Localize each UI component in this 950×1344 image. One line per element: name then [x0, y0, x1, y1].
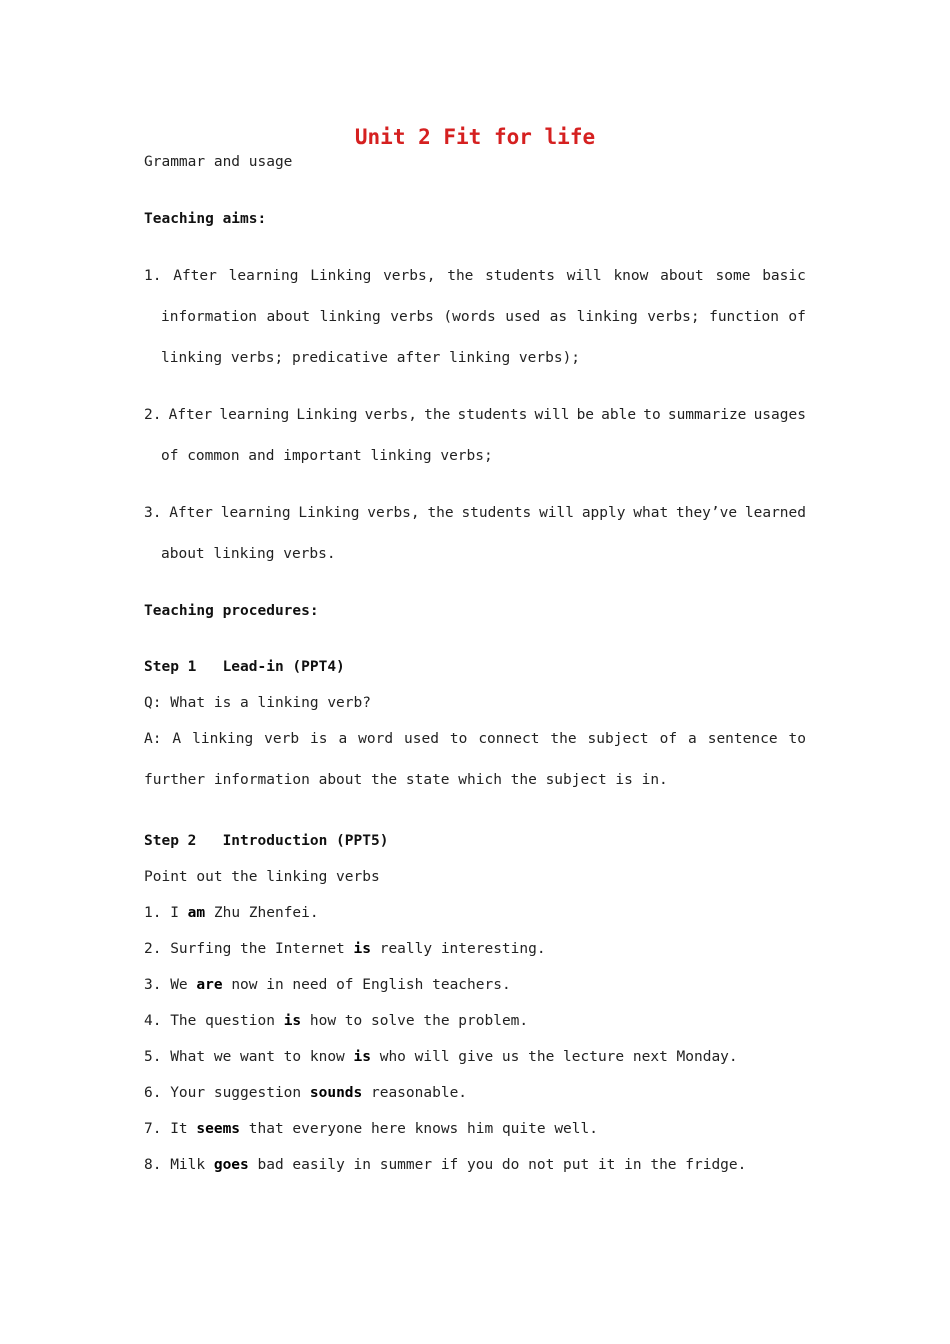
word: learned — [744, 505, 806, 521]
example-sentence — [144, 1119, 598, 1139]
aim-1-line-1 — [144, 266, 806, 286]
step-1-question: Q: What is a linking verb? — [144, 695, 371, 711]
word: the — [427, 505, 454, 521]
word: know — [613, 268, 649, 284]
word: used — [404, 731, 439, 747]
sentence-text: 1. I — [144, 905, 188, 921]
word: After — [168, 407, 213, 423]
word: Linking — [298, 505, 360, 521]
word: Linking — [296, 407, 358, 423]
word: as — [549, 309, 568, 325]
word: to — [788, 731, 806, 747]
step-2-intro: Point out the linking verbs — [144, 869, 380, 885]
example-sentence — [144, 1047, 738, 1067]
sentence-text: now in need of English teachers. — [222, 977, 511, 993]
sentence-text: how to solve the problem. — [301, 1013, 529, 1029]
example-sentence — [144, 975, 511, 995]
linking-verb: is — [283, 1013, 302, 1029]
word: Linking — [310, 268, 372, 284]
sentence-text: 3. We — [144, 977, 197, 993]
sentence-text: 4. The question — [144, 1013, 284, 1029]
word: verb — [264, 731, 300, 747]
word: to — [643, 407, 661, 423]
word: learning — [228, 268, 299, 284]
example-sentence — [144, 1011, 528, 1031]
word: the — [424, 407, 451, 423]
word: of — [659, 731, 678, 747]
step-2-heading: Step 2 Introduction (PPT5) — [144, 833, 389, 849]
word: linking — [319, 309, 381, 325]
word: information — [161, 309, 258, 325]
word: the — [447, 268, 474, 284]
linking-verb: is — [353, 1049, 371, 1065]
linking-verb: goes — [213, 1157, 249, 1173]
word: linking — [192, 731, 254, 747]
aim-3-line-2: about linking verbs. — [161, 546, 336, 562]
aim-2-line-1 — [144, 405, 806, 425]
linking-verb: is — [353, 941, 371, 957]
word: basic — [762, 268, 806, 284]
word: students — [457, 407, 528, 423]
word: a — [338, 731, 348, 747]
word: summarize — [667, 407, 747, 423]
word: learning — [220, 505, 291, 521]
word: used — [505, 309, 541, 325]
example-sentence — [144, 939, 546, 959]
linking-verb: seems — [196, 1121, 241, 1137]
word: will — [539, 505, 575, 521]
step-1-answer-line-2: further information about the state which the subject is in. — [144, 772, 668, 788]
word: (words — [443, 309, 496, 325]
word: 2. — [144, 407, 162, 423]
word: some — [715, 268, 751, 284]
word: about — [266, 309, 311, 325]
sentence-text: 5. What we want to know — [144, 1049, 354, 1065]
aim-1-line-3: linking verbs; predicative after linking verbs); — [161, 350, 581, 366]
document-subtitle: Grammar and usage — [144, 154, 293, 170]
word: a — [688, 731, 697, 747]
aim-2-line-2: of common and important linking verbs; — [161, 448, 493, 464]
sentence-text: reasonable. — [362, 1085, 468, 1101]
word: to — [449, 731, 468, 747]
word: what — [633, 505, 669, 521]
word: verbs — [390, 309, 434, 325]
word: about — [660, 268, 704, 284]
sentence-text: that everyone here knows him quite well. — [240, 1121, 598, 1137]
word: word — [358, 731, 394, 747]
step-1-heading: Step 1 Lead-in (PPT4) — [144, 659, 345, 675]
word: subject — [587, 731, 649, 747]
word: verbs, — [364, 407, 418, 423]
sentence-text: Zhu Zhenfei. — [205, 905, 319, 921]
word: able — [601, 407, 637, 423]
word: sentence — [707, 731, 778, 747]
word: usages — [753, 407, 806, 423]
word: students — [461, 505, 532, 521]
linking-verb: are — [196, 977, 223, 993]
sentence-text: 8. Milk — [144, 1157, 214, 1173]
teaching-procedures-heading: Teaching procedures: — [144, 603, 319, 619]
document-title: Unit 2 Fit for life — [354, 125, 596, 149]
sentence-text: 2. Surfing the Internet — [144, 941, 354, 957]
word: is — [310, 731, 328, 747]
sentence-text: who will give us the lecture next Monday. — [370, 1049, 738, 1065]
word: function — [709, 309, 779, 325]
word: A: — [144, 731, 162, 747]
word: verbs, — [367, 505, 420, 521]
word: linking — [576, 309, 638, 325]
word: they’ve — [675, 505, 738, 521]
aim-3-line-1 — [144, 503, 806, 523]
example-sentence — [144, 1083, 467, 1103]
word: be — [576, 407, 595, 423]
word: students — [485, 268, 556, 284]
sentence-text: 7. It — [144, 1121, 197, 1137]
linking-verb: am — [187, 905, 206, 921]
word: verbs, — [383, 268, 436, 284]
example-sentence — [144, 1155, 746, 1175]
sentence-text: bad easily in summer if you do not put it in the fridge. — [248, 1157, 747, 1173]
word: verbs; — [647, 309, 700, 325]
word: of — [788, 309, 806, 325]
step-1-answer-line-1 — [144, 729, 806, 749]
teaching-aims-heading: Teaching aims: — [144, 211, 267, 227]
word: After — [169, 505, 213, 521]
word: the — [550, 731, 577, 747]
linking-verb: sounds — [309, 1085, 363, 1101]
word: 3. — [144, 505, 162, 521]
sentence-text: really interesting. — [370, 941, 546, 957]
word: apply — [581, 505, 626, 521]
word: A — [172, 731, 182, 747]
word: 1. — [144, 268, 162, 284]
example-sentence — [144, 903, 319, 923]
word: learning — [219, 407, 290, 423]
word: connect — [478, 731, 540, 747]
word: After — [173, 268, 217, 284]
sentence-text: 6. Your suggestion — [144, 1085, 310, 1101]
word: will — [534, 407, 570, 423]
aim-1-line-2 — [161, 307, 806, 327]
word: will — [566, 268, 602, 284]
